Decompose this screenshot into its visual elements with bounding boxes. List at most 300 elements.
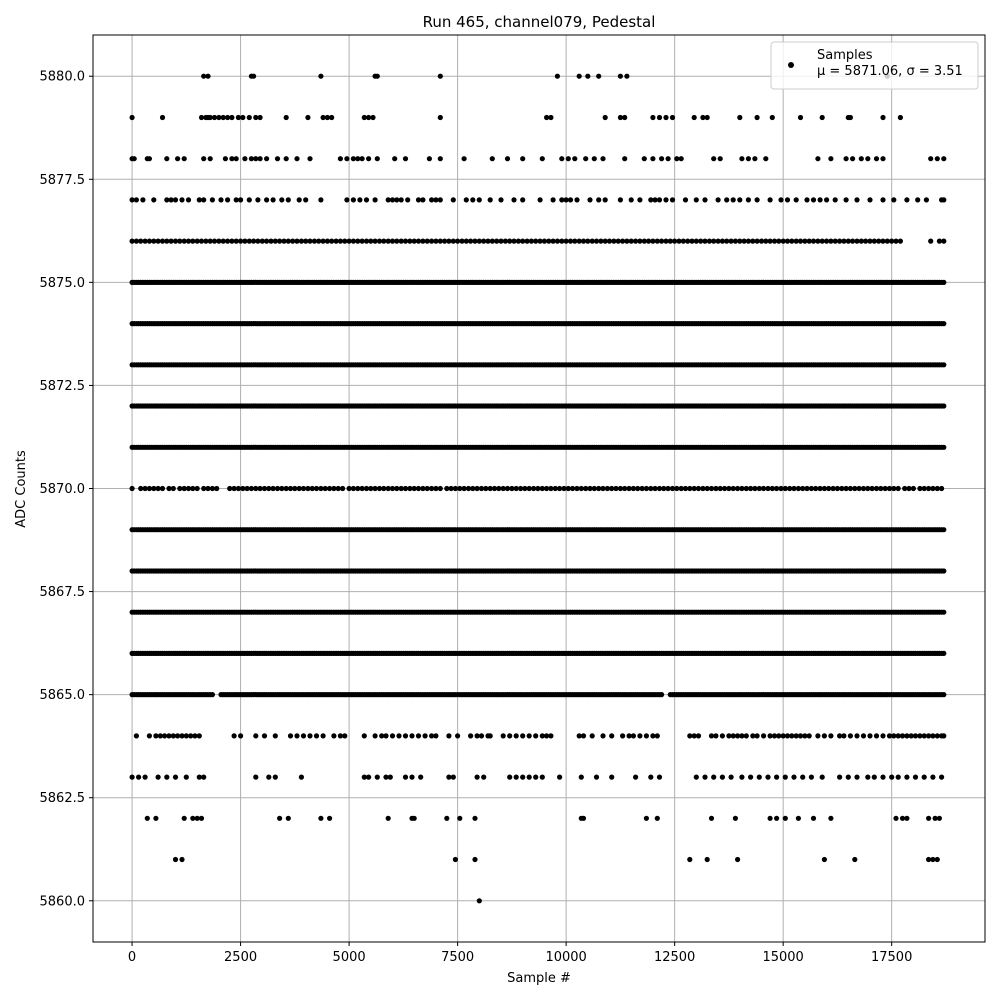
data-point bbox=[679, 156, 684, 161]
data-point bbox=[405, 197, 410, 202]
data-point bbox=[511, 197, 516, 202]
data-point bbox=[533, 733, 538, 738]
data-point bbox=[637, 733, 642, 738]
data-point bbox=[340, 486, 345, 491]
data-point bbox=[258, 156, 263, 161]
data-point bbox=[609, 733, 614, 738]
data-point bbox=[941, 239, 946, 244]
data-point bbox=[783, 816, 788, 821]
data-point bbox=[594, 775, 599, 780]
data-point bbox=[151, 197, 156, 202]
x-axis-label: Sample # bbox=[507, 971, 571, 986]
data-point bbox=[418, 775, 423, 780]
data-point bbox=[314, 733, 319, 738]
data-point bbox=[815, 156, 820, 161]
data-point bbox=[904, 816, 909, 821]
data-point bbox=[262, 733, 267, 738]
data-point bbox=[179, 857, 184, 862]
legend bbox=[771, 42, 978, 89]
data-point bbox=[937, 816, 942, 821]
data-point bbox=[383, 733, 388, 738]
data-point bbox=[880, 156, 885, 161]
data-point bbox=[757, 775, 762, 780]
data-point bbox=[590, 733, 595, 738]
data-point bbox=[804, 197, 809, 202]
data-point bbox=[696, 733, 701, 738]
data-point bbox=[600, 156, 605, 161]
data-point bbox=[716, 197, 721, 202]
data-point bbox=[893, 816, 898, 821]
y-tick-label: 5862.5 bbox=[39, 791, 85, 807]
data-point bbox=[663, 197, 668, 202]
legend-label: Samples bbox=[817, 48, 873, 63]
data-point bbox=[904, 775, 909, 780]
x-tick-label: 15000 bbox=[762, 950, 804, 965]
data-point bbox=[854, 197, 859, 202]
data-point bbox=[581, 816, 586, 821]
data-point bbox=[446, 733, 451, 738]
data-point bbox=[930, 775, 935, 780]
x-tick-label: 0 bbox=[127, 950, 137, 965]
data-point bbox=[548, 733, 553, 738]
data-point bbox=[865, 775, 870, 780]
data-point bbox=[136, 775, 141, 780]
data-point bbox=[778, 197, 783, 202]
data-point bbox=[744, 733, 749, 738]
data-point bbox=[763, 156, 768, 161]
data-point bbox=[351, 197, 356, 202]
data-point bbox=[210, 692, 215, 697]
legend-marker bbox=[788, 62, 794, 68]
data-point bbox=[880, 775, 885, 780]
data-point bbox=[373, 197, 378, 202]
data-point bbox=[327, 816, 332, 821]
data-point bbox=[360, 156, 365, 161]
data-point bbox=[904, 197, 909, 202]
data-point bbox=[848, 115, 853, 120]
data-point bbox=[737, 115, 742, 120]
data-point bbox=[507, 733, 512, 738]
data-point bbox=[924, 197, 929, 202]
data-point bbox=[266, 775, 271, 780]
data-point bbox=[941, 280, 946, 285]
legend-sublabel: μ = 5871.06, σ = 3.51 bbox=[817, 64, 963, 79]
data-point bbox=[195, 486, 200, 491]
data-point bbox=[818, 197, 823, 202]
data-point bbox=[375, 74, 380, 79]
data-point bbox=[622, 115, 627, 120]
data-point bbox=[718, 156, 723, 161]
data-point bbox=[538, 197, 543, 202]
data-point bbox=[850, 156, 855, 161]
data-point bbox=[844, 197, 849, 202]
data-point bbox=[490, 156, 495, 161]
data-point bbox=[130, 486, 135, 491]
data-point bbox=[453, 857, 458, 862]
data-point bbox=[273, 775, 278, 780]
data-point bbox=[399, 197, 404, 202]
data-point bbox=[498, 197, 503, 202]
data-point bbox=[234, 156, 239, 161]
data-point bbox=[145, 816, 150, 821]
data-point bbox=[373, 733, 378, 738]
data-point bbox=[416, 733, 421, 738]
data-point bbox=[828, 816, 833, 821]
data-point bbox=[472, 816, 477, 821]
data-point bbox=[770, 115, 775, 120]
data-point bbox=[783, 775, 788, 780]
data-point bbox=[479, 733, 484, 738]
data-point bbox=[670, 197, 675, 202]
data-point bbox=[854, 733, 859, 738]
data-point bbox=[305, 115, 310, 120]
data-point bbox=[854, 775, 859, 780]
data-point bbox=[175, 156, 180, 161]
data-point bbox=[470, 197, 475, 202]
data-point bbox=[922, 775, 927, 780]
data-point bbox=[794, 197, 799, 202]
data-point bbox=[880, 197, 885, 202]
data-point bbox=[457, 816, 462, 821]
data-point bbox=[603, 197, 608, 202]
data-point bbox=[755, 733, 760, 738]
data-point bbox=[184, 775, 189, 780]
data-point bbox=[294, 156, 299, 161]
data-point bbox=[321, 733, 326, 738]
data-point bbox=[451, 775, 456, 780]
data-point bbox=[409, 775, 414, 780]
data-point bbox=[748, 775, 753, 780]
data-point bbox=[694, 197, 699, 202]
data-point bbox=[171, 486, 176, 491]
data-point bbox=[928, 156, 933, 161]
data-point bbox=[711, 775, 716, 780]
data-point bbox=[540, 775, 545, 780]
data-point bbox=[307, 156, 312, 161]
data-point bbox=[477, 197, 482, 202]
data-point bbox=[438, 74, 443, 79]
y-tick-label: 5877.5 bbox=[39, 172, 85, 188]
data-point bbox=[438, 115, 443, 120]
data-point bbox=[338, 156, 343, 161]
data-point bbox=[210, 197, 215, 202]
data-point bbox=[941, 651, 946, 656]
data-point bbox=[390, 733, 395, 738]
data-point bbox=[798, 115, 803, 120]
data-point bbox=[396, 733, 401, 738]
data-point bbox=[739, 156, 744, 161]
data-point bbox=[824, 197, 829, 202]
data-point bbox=[488, 733, 493, 738]
data-point bbox=[633, 775, 638, 780]
data-point bbox=[666, 156, 671, 161]
data-point bbox=[318, 197, 323, 202]
x-tick-label: 2500 bbox=[224, 950, 258, 965]
data-point bbox=[746, 156, 751, 161]
data-point bbox=[134, 197, 139, 202]
data-point bbox=[223, 156, 228, 161]
data-point bbox=[935, 857, 940, 862]
data-point bbox=[941, 321, 946, 326]
data-point bbox=[911, 486, 916, 491]
data-point bbox=[501, 733, 506, 738]
data-point bbox=[768, 197, 773, 202]
data-point bbox=[941, 156, 946, 161]
data-point bbox=[271, 197, 276, 202]
data-point bbox=[711, 156, 716, 161]
data-point bbox=[655, 733, 660, 738]
data-point bbox=[709, 816, 714, 821]
data-point bbox=[468, 733, 473, 738]
data-point bbox=[140, 197, 145, 202]
data-point bbox=[694, 775, 699, 780]
data-point bbox=[844, 156, 849, 161]
data-point bbox=[284, 115, 289, 120]
data-point bbox=[692, 115, 697, 120]
data-point bbox=[585, 74, 590, 79]
y-tick-label: 5875.0 bbox=[39, 275, 85, 291]
data-point bbox=[527, 775, 532, 780]
data-point bbox=[796, 816, 801, 821]
data-point bbox=[941, 733, 946, 738]
data-point bbox=[568, 197, 573, 202]
data-point bbox=[403, 733, 408, 738]
data-point bbox=[370, 115, 375, 120]
data-point bbox=[451, 197, 456, 202]
data-point bbox=[828, 733, 833, 738]
data-point bbox=[199, 816, 204, 821]
data-point bbox=[941, 197, 946, 202]
data-point bbox=[475, 775, 480, 780]
data-point bbox=[941, 403, 946, 408]
data-point bbox=[514, 733, 519, 738]
data-point bbox=[889, 775, 894, 780]
data-point bbox=[746, 197, 751, 202]
data-point bbox=[935, 156, 940, 161]
data-point bbox=[657, 775, 662, 780]
data-point bbox=[913, 775, 918, 780]
data-point bbox=[841, 733, 846, 738]
data-point bbox=[600, 733, 605, 738]
data-point bbox=[687, 857, 692, 862]
data-point bbox=[164, 156, 169, 161]
data-point bbox=[286, 816, 291, 821]
data-point bbox=[488, 197, 493, 202]
data-point bbox=[941, 445, 946, 450]
data-point bbox=[572, 156, 577, 161]
data-point bbox=[650, 115, 655, 120]
data-point bbox=[134, 733, 139, 738]
y-tick-label: 5880.0 bbox=[39, 69, 85, 85]
data-point bbox=[160, 115, 165, 120]
data-point bbox=[507, 775, 512, 780]
data-point bbox=[737, 197, 742, 202]
data-point bbox=[240, 115, 245, 120]
data-point bbox=[583, 156, 588, 161]
data-point bbox=[579, 775, 584, 780]
y-tick-label: 5870.0 bbox=[39, 482, 85, 497]
data-point bbox=[520, 197, 525, 202]
data-point bbox=[366, 775, 371, 780]
data-point bbox=[297, 197, 302, 202]
data-point bbox=[731, 197, 736, 202]
data-point bbox=[644, 816, 649, 821]
data-point bbox=[659, 692, 664, 697]
data-point bbox=[755, 115, 760, 120]
data-point bbox=[375, 156, 380, 161]
data-point bbox=[160, 486, 165, 491]
data-point bbox=[527, 733, 532, 738]
data-point bbox=[253, 775, 258, 780]
data-point bbox=[941, 362, 946, 367]
data-point bbox=[214, 486, 219, 491]
data-point bbox=[774, 775, 779, 780]
data-point bbox=[229, 115, 234, 120]
data-point bbox=[412, 816, 417, 821]
data-point bbox=[729, 775, 734, 780]
data-point bbox=[307, 733, 312, 738]
data-point bbox=[329, 115, 334, 120]
data-point bbox=[941, 610, 946, 615]
data-point bbox=[218, 197, 223, 202]
data-point bbox=[896, 775, 901, 780]
data-point bbox=[587, 197, 592, 202]
data-point bbox=[807, 733, 812, 738]
data-point bbox=[362, 733, 367, 738]
data-point bbox=[258, 115, 263, 120]
data-point bbox=[642, 156, 647, 161]
data-point bbox=[186, 197, 191, 202]
data-point bbox=[752, 156, 757, 161]
data-point bbox=[705, 115, 710, 120]
data-point bbox=[548, 115, 553, 120]
data-point bbox=[915, 197, 920, 202]
data-point bbox=[609, 775, 614, 780]
y-tick-label: 5865.0 bbox=[39, 688, 85, 704]
data-point bbox=[815, 733, 820, 738]
data-point bbox=[720, 733, 725, 738]
data-point bbox=[880, 733, 885, 738]
data-point bbox=[318, 816, 323, 821]
data-point bbox=[299, 775, 304, 780]
data-point bbox=[147, 733, 152, 738]
data-point bbox=[657, 115, 662, 120]
data-point bbox=[820, 115, 825, 120]
data-point bbox=[357, 197, 362, 202]
data-point bbox=[891, 197, 896, 202]
data-point bbox=[624, 74, 629, 79]
data-point bbox=[705, 857, 710, 862]
data-point bbox=[768, 816, 773, 821]
data-point bbox=[388, 775, 393, 780]
data-point bbox=[859, 156, 864, 161]
data-point bbox=[733, 816, 738, 821]
data-point bbox=[800, 775, 805, 780]
data-point bbox=[179, 197, 184, 202]
data-point bbox=[631, 733, 636, 738]
data-point bbox=[375, 775, 380, 780]
data-point bbox=[896, 486, 901, 491]
data-point bbox=[702, 197, 707, 202]
data-point bbox=[238, 733, 243, 738]
data-point bbox=[156, 775, 161, 780]
data-point bbox=[423, 733, 428, 738]
data-point bbox=[143, 775, 148, 780]
data-point bbox=[761, 733, 766, 738]
data-point bbox=[540, 156, 545, 161]
data-point bbox=[277, 816, 282, 821]
data-point bbox=[557, 775, 562, 780]
data-point bbox=[331, 733, 336, 738]
data-point bbox=[655, 816, 660, 821]
data-point bbox=[201, 197, 206, 202]
data-point bbox=[251, 74, 256, 79]
data-point bbox=[663, 115, 668, 120]
data-point bbox=[173, 857, 178, 862]
data-point bbox=[939, 775, 944, 780]
data-point bbox=[822, 733, 827, 738]
data-point bbox=[294, 733, 299, 738]
data-point bbox=[867, 733, 872, 738]
data-point bbox=[201, 156, 206, 161]
data-point bbox=[232, 733, 237, 738]
data-point bbox=[520, 775, 525, 780]
data-point bbox=[874, 156, 879, 161]
data-point bbox=[533, 775, 538, 780]
data-point bbox=[837, 775, 842, 780]
data-point bbox=[147, 156, 152, 161]
data-point bbox=[596, 197, 601, 202]
data-point bbox=[828, 156, 833, 161]
data-point bbox=[505, 156, 510, 161]
data-point bbox=[774, 816, 779, 821]
data-point bbox=[514, 775, 519, 780]
y-tick-label: 5872.5 bbox=[39, 378, 85, 394]
data-point bbox=[462, 156, 467, 161]
data-point bbox=[811, 816, 816, 821]
data-point bbox=[520, 156, 525, 161]
data-point bbox=[464, 197, 469, 202]
data-point bbox=[928, 239, 933, 244]
data-point bbox=[926, 816, 931, 821]
data-point bbox=[596, 74, 601, 79]
data-point bbox=[403, 156, 408, 161]
data-point bbox=[420, 197, 425, 202]
data-point bbox=[242, 156, 247, 161]
data-point bbox=[846, 775, 851, 780]
data-point bbox=[865, 156, 870, 161]
data-point bbox=[279, 197, 284, 202]
x-tick-label: 10000 bbox=[545, 950, 587, 965]
data-point bbox=[264, 156, 269, 161]
data-point bbox=[720, 775, 725, 780]
data-point bbox=[438, 197, 443, 202]
data-point bbox=[477, 898, 482, 903]
data-point bbox=[683, 197, 688, 202]
x-tick-label: 5000 bbox=[332, 950, 366, 965]
data-point bbox=[581, 733, 586, 738]
data-point bbox=[438, 486, 443, 491]
data-point bbox=[284, 156, 289, 161]
data-point bbox=[644, 733, 649, 738]
data-point bbox=[603, 115, 608, 120]
data-point bbox=[880, 115, 885, 120]
data-point bbox=[182, 156, 187, 161]
data-point bbox=[130, 775, 135, 780]
x-tick-label: 12500 bbox=[653, 950, 696, 965]
data-point bbox=[650, 156, 655, 161]
data-point bbox=[386, 816, 391, 821]
